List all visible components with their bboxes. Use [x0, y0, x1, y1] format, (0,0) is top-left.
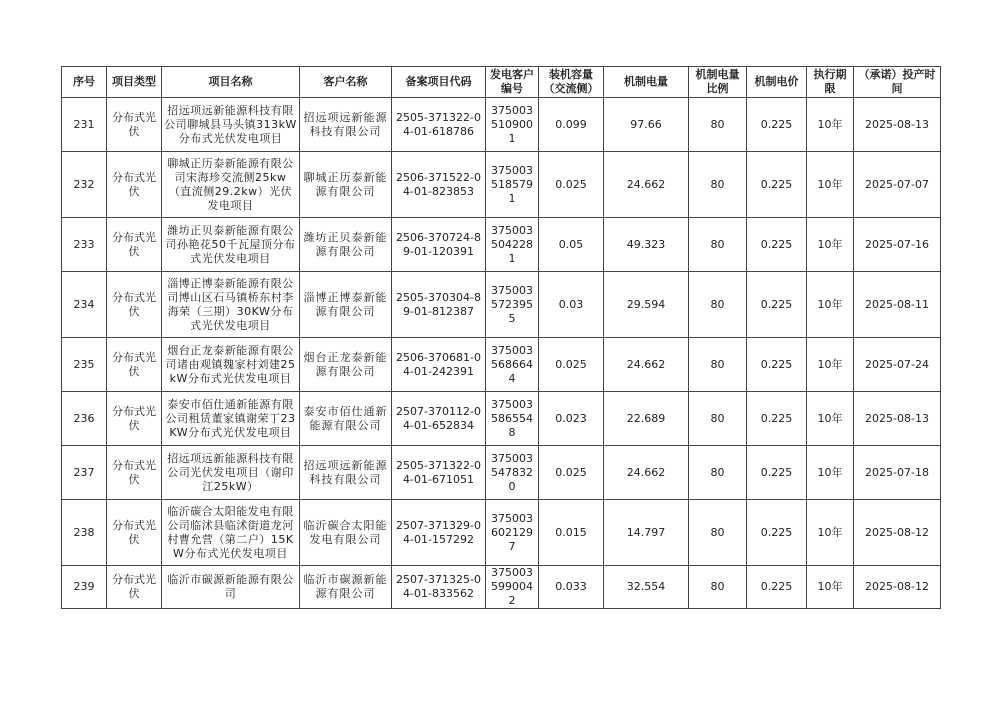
cell-type: 分布式光伏	[107, 338, 162, 392]
cell-account: 3750035109001	[486, 98, 539, 152]
cell-term: 10年	[807, 272, 854, 338]
cell-date: 2025-08-13	[854, 98, 941, 152]
cell-date: 2025-07-07	[854, 152, 941, 218]
cell-capacity: 0.023	[539, 392, 604, 446]
cell-no: 233	[62, 218, 107, 272]
table-row	[62, 500, 941, 566]
cell-capacity: 0.099	[539, 98, 604, 152]
cell-capacity: 0.025	[539, 446, 604, 500]
cell-date: 2025-07-16	[854, 218, 941, 272]
header-capacity: 装机容量（交流侧）	[539, 67, 604, 98]
cell-name: 烟台正龙泰新能源有限公司诸由观镇魏家村刘建25kW分布式光伏发电项目	[162, 338, 300, 392]
cell-price: 0.225	[747, 272, 807, 338]
cell-ratio: 80	[689, 446, 747, 500]
cell-energy: 49.323	[604, 218, 689, 272]
cell-energy: 29.594	[604, 272, 689, 338]
cell-customer: 临沂碳合太阳能发电有限公司	[300, 500, 392, 566]
cell-customer: 招远项远新能源科技有限公司	[300, 446, 392, 500]
table-row	[62, 566, 941, 609]
cell-customer: 泰安市佰仕通新能源有限公司	[300, 392, 392, 446]
cell-capacity: 0.025	[539, 338, 604, 392]
cell-term: 10年	[807, 566, 854, 609]
cell-account: 3750035865548	[486, 392, 539, 446]
cell-account: 3750035723955	[486, 272, 539, 338]
project-table	[61, 66, 941, 609]
table-row	[62, 272, 941, 338]
cell-capacity: 0.05	[539, 218, 604, 272]
cell-no: 237	[62, 446, 107, 500]
cell-account: 3750035686644	[486, 338, 539, 392]
cell-ratio: 80	[689, 338, 747, 392]
header-price: 机制电价	[747, 67, 807, 98]
header-term: 执行期限	[807, 67, 854, 98]
cell-term: 10年	[807, 338, 854, 392]
cell-term: 10年	[807, 392, 854, 446]
cell-customer: 烟台正龙泰新能源有限公司	[300, 338, 392, 392]
cell-account: 3750035478320	[486, 446, 539, 500]
cell-energy: 24.662	[604, 446, 689, 500]
cell-customer: 招远项远新能源科技有限公司	[300, 98, 392, 152]
cell-price: 0.225	[747, 152, 807, 218]
cell-no: 231	[62, 98, 107, 152]
cell-energy: 22.689	[604, 392, 689, 446]
cell-code: 2506-370681-04-01-242391	[392, 338, 486, 392]
table-row	[62, 446, 941, 500]
table-row	[62, 392, 941, 446]
cell-name: 泰安市佰仕通新能源有限公司租赁董家镇谢荣丁23KW分布式光伏发电项目	[162, 392, 300, 446]
cell-date: 2025-08-11	[854, 272, 941, 338]
cell-code: 2507-371329-04-01-157292	[392, 500, 486, 566]
cell-code: 2505-371322-04-01-671051	[392, 446, 486, 500]
cell-name: 淄博正博泰新能源有限公司博山区石马镇桥东村李海荣（三期）30KW分布式光伏发电项目	[162, 272, 300, 338]
cell-date: 2025-08-12	[854, 500, 941, 566]
header-no: 序号	[62, 67, 107, 98]
cell-price: 0.225	[747, 392, 807, 446]
cell-type: 分布式光伏	[107, 446, 162, 500]
cell-name: 潍坊正贝泰新能源有限公司孙艳花50千瓦屋顶分布式光伏发电项目	[162, 218, 300, 272]
cell-price: 0.225	[747, 218, 807, 272]
cell-type: 分布式光伏	[107, 218, 162, 272]
cell-code: 2505-370304-89-01-812387	[392, 272, 486, 338]
cell-account: 3750035185791	[486, 152, 539, 218]
cell-type: 分布式光伏	[107, 500, 162, 566]
header-ratio: 机制电量比例	[689, 67, 747, 98]
table-row	[62, 152, 941, 218]
cell-term: 10年	[807, 446, 854, 500]
cell-date: 2025-08-13	[854, 392, 941, 446]
cell-customer: 聊城正历泰新能源有限公司	[300, 152, 392, 218]
table-row	[62, 338, 941, 392]
cell-date: 2025-07-18	[854, 446, 941, 500]
cell-code: 2507-370112-04-01-652834	[392, 392, 486, 446]
cell-capacity: 0.025	[539, 152, 604, 218]
cell-ratio: 80	[689, 500, 747, 566]
cell-type: 分布式光伏	[107, 272, 162, 338]
cell-ratio: 80	[689, 98, 747, 152]
cell-price: 0.225	[747, 98, 807, 152]
cell-price: 0.225	[747, 500, 807, 566]
cell-date: 2025-07-24	[854, 338, 941, 392]
cell-account: 3750036021297	[486, 500, 539, 566]
cell-ratio: 80	[689, 272, 747, 338]
cell-code: 2507-371325-04-01-833562	[392, 566, 486, 609]
header-energy: 机制电量	[604, 67, 689, 98]
cell-type: 分布式光伏	[107, 152, 162, 218]
cell-no: 234	[62, 272, 107, 338]
cell-account: 3750035990042	[486, 566, 539, 609]
cell-energy: 97.66	[604, 98, 689, 152]
table-row	[62, 98, 941, 152]
cell-term: 10年	[807, 98, 854, 152]
header-name: 项目名称	[162, 67, 300, 98]
cell-energy: 24.662	[604, 338, 689, 392]
cell-no: 235	[62, 338, 107, 392]
cell-energy: 24.662	[604, 152, 689, 218]
cell-type: 分布式光伏	[107, 566, 162, 609]
cell-term: 10年	[807, 500, 854, 566]
cell-name: 招远项远新能源科技有限公司光伏发电项目（谢印江25kW）	[162, 446, 300, 500]
cell-customer: 淄博正博泰新能源有限公司	[300, 272, 392, 338]
cell-code: 2505-371322-04-01-618786	[392, 98, 486, 152]
cell-capacity: 0.03	[539, 272, 604, 338]
cell-account: 3750035042281	[486, 218, 539, 272]
cell-term: 10年	[807, 152, 854, 218]
cell-no: 232	[62, 152, 107, 218]
cell-price: 0.225	[747, 446, 807, 500]
cell-no: 238	[62, 500, 107, 566]
cell-energy: 14.797	[604, 500, 689, 566]
cell-term: 10年	[807, 218, 854, 272]
cell-ratio: 80	[689, 566, 747, 609]
cell-capacity: 0.015	[539, 500, 604, 566]
cell-date: 2025-08-12	[854, 566, 941, 609]
cell-customer: 临沂市碳源新能源有限公司	[300, 566, 392, 609]
cell-ratio: 80	[689, 152, 747, 218]
cell-ratio: 80	[689, 218, 747, 272]
cell-name: 聊城正历泰新能源有限公司宋海珍交流侧25kw（直流侧29.2kw）光伏发电项目	[162, 152, 300, 218]
cell-ratio: 80	[689, 392, 747, 446]
cell-name: 临沂市碳源新能源有限公司	[162, 566, 300, 609]
cell-capacity: 0.033	[539, 566, 604, 609]
table-row	[62, 218, 941, 272]
cell-name: 临沂碳合太阳能发电有限公司临沭县临沭街道龙河村曹允营（第二户）15KW分布式光伏发电项目	[162, 500, 300, 566]
header-date: （承诺）投产时间	[854, 67, 941, 98]
cell-price: 0.225	[747, 338, 807, 392]
cell-name: 招远项远新能源科技有限公司聊城县马头镇313kW分布式光伏发电项目	[162, 98, 300, 152]
cell-price: 0.225	[747, 566, 807, 609]
cell-no: 239	[62, 566, 107, 609]
cell-energy: 32.554	[604, 566, 689, 609]
cell-code: 2506-370724-89-01-120391	[392, 218, 486, 272]
header-customer: 客户名称	[300, 67, 392, 98]
cell-type: 分布式光伏	[107, 392, 162, 446]
header-code: 备案项目代码	[392, 67, 486, 98]
header-account: 发电客户编号	[486, 67, 539, 98]
cell-code: 2506-371522-04-01-823853	[392, 152, 486, 218]
cell-customer: 潍坊正贝泰新能源有限公司	[300, 218, 392, 272]
cell-type: 分布式光伏	[107, 98, 162, 152]
cell-no: 236	[62, 392, 107, 446]
header-type: 项目类型	[107, 67, 162, 98]
table-header-row	[62, 67, 941, 98]
